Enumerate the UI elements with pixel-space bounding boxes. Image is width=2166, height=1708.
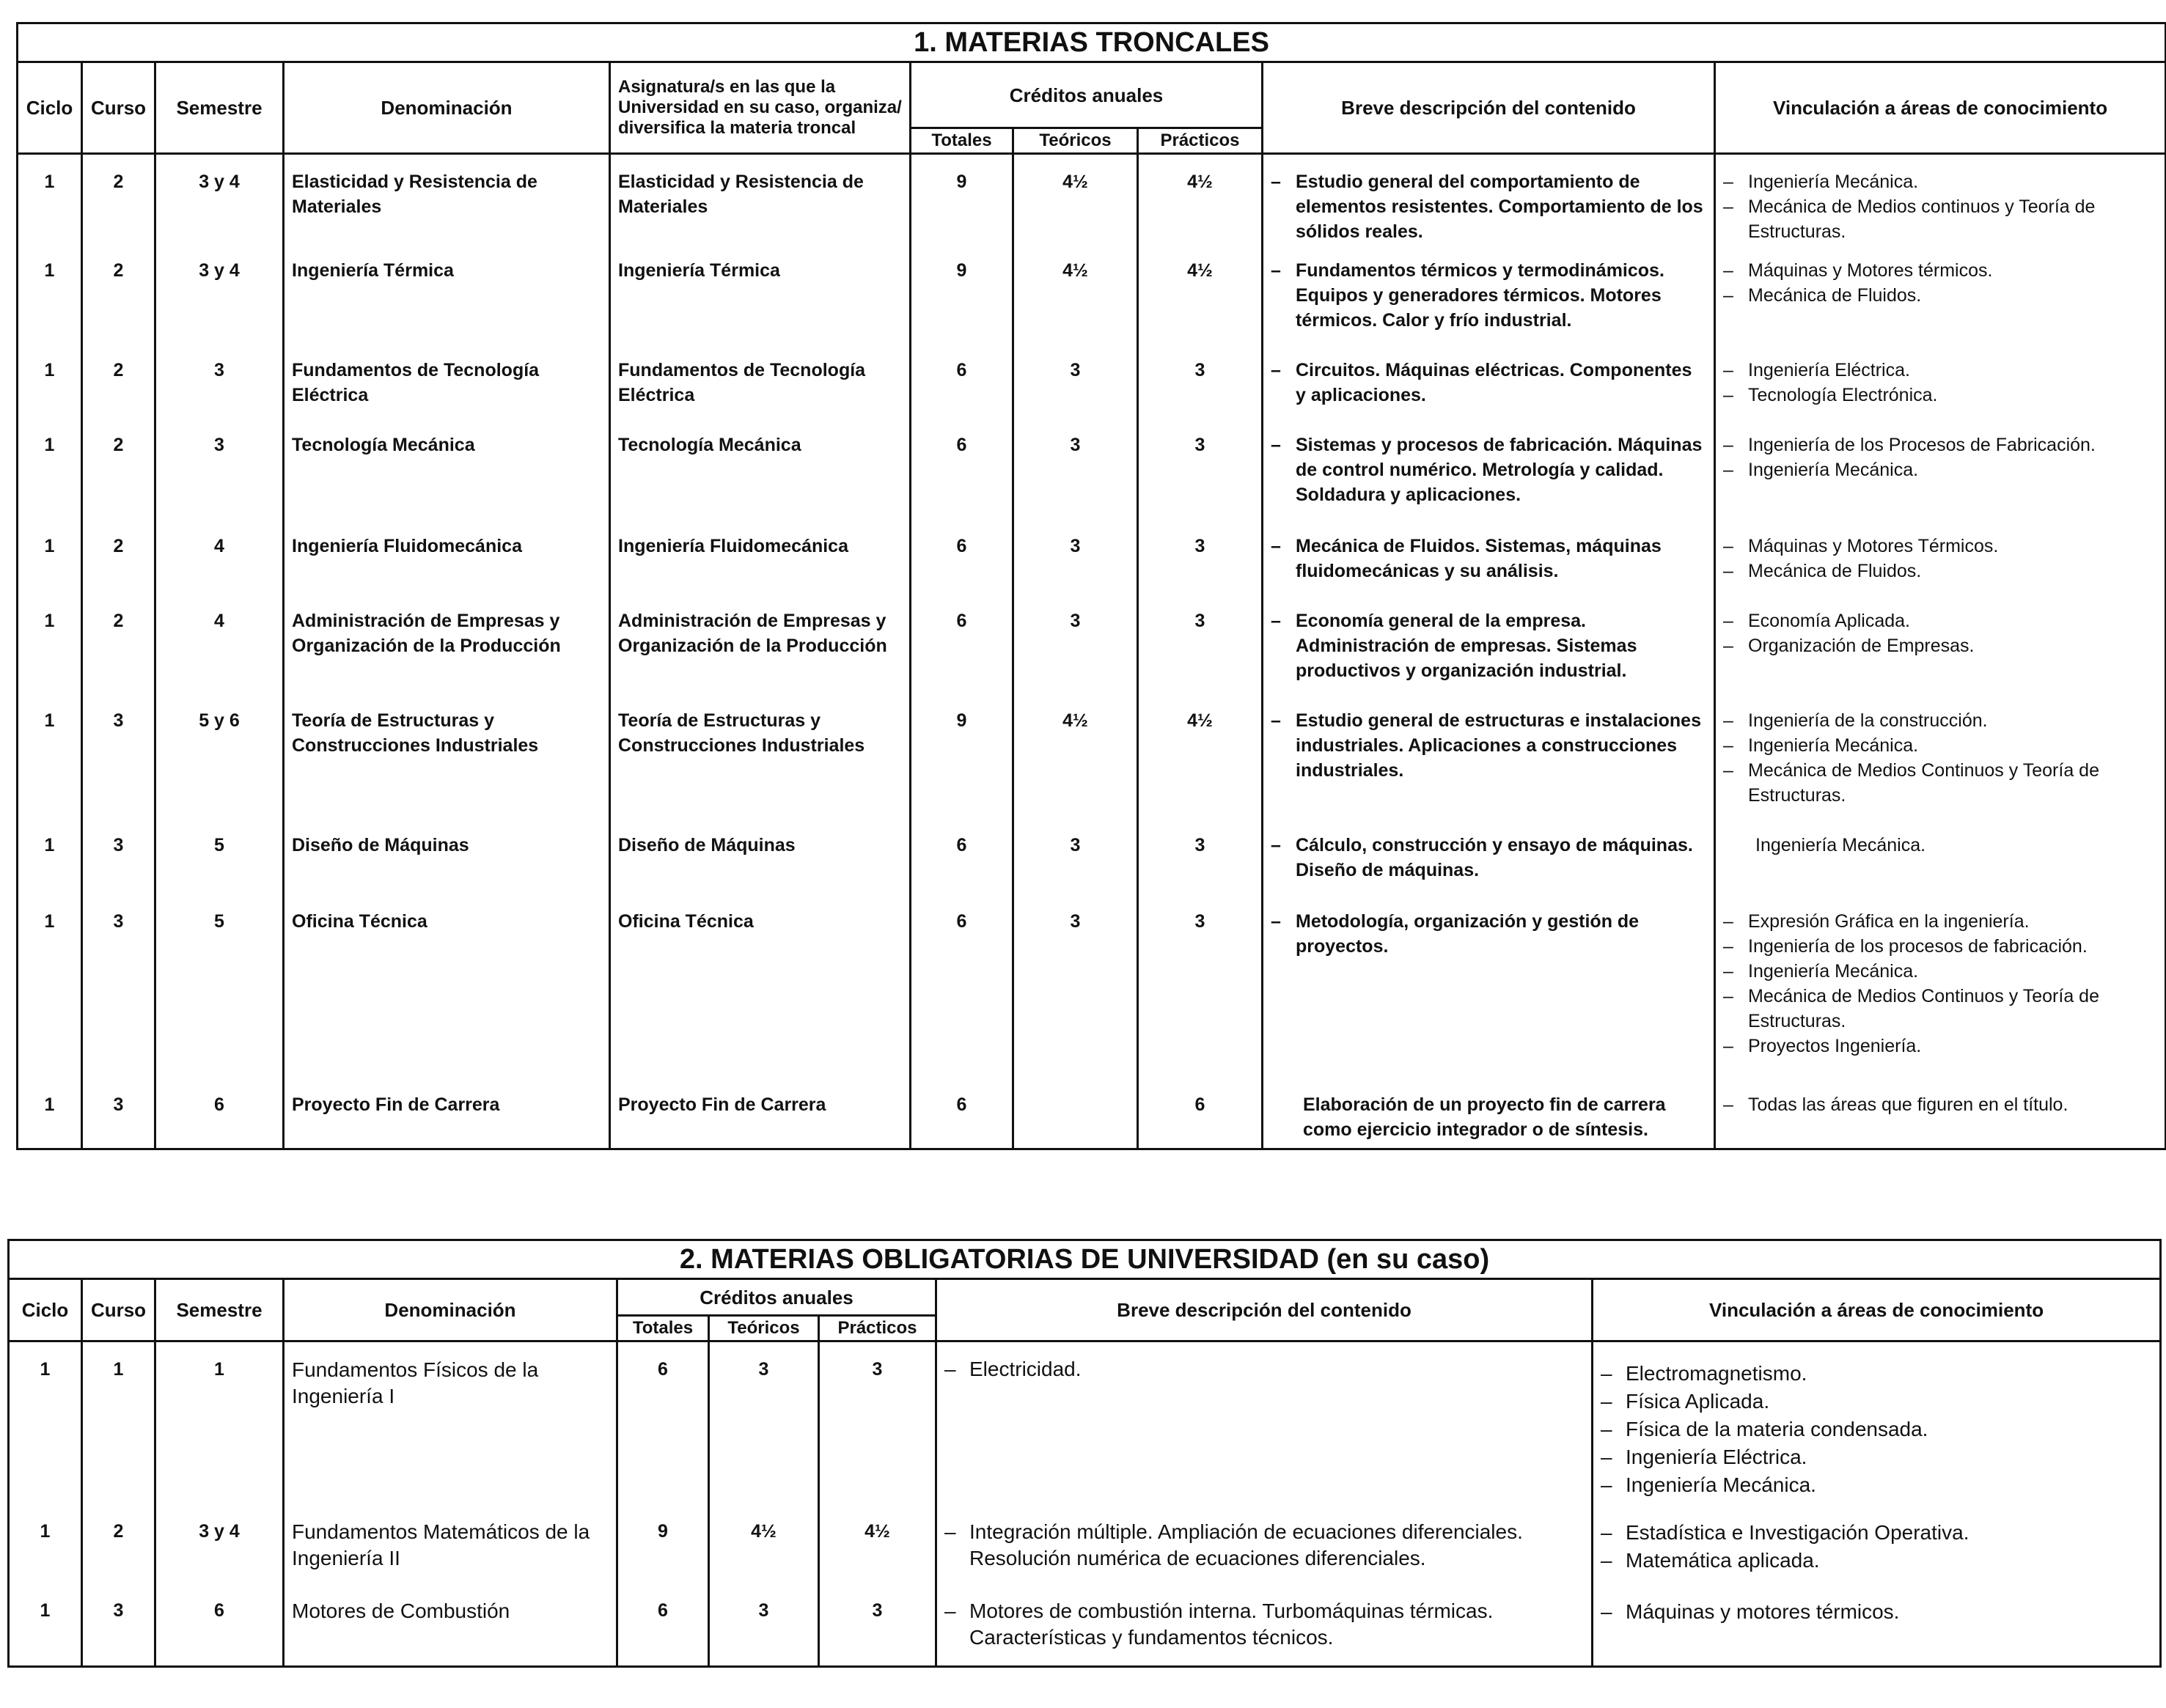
cell-descripcion bbox=[936, 1341, 1593, 1514]
cell-practicos: 6 bbox=[1138, 1088, 1263, 1149]
cell-areas bbox=[1715, 254, 2166, 353]
cell-descripcion bbox=[936, 1594, 1593, 1667]
cell-teoricos: 3 bbox=[1013, 828, 1138, 905]
cell-areas bbox=[1593, 1341, 2161, 1514]
cell-asignatura: Elasticidad y Resistencia de Materiales bbox=[610, 154, 911, 254]
cell-descripcion bbox=[1263, 428, 1715, 529]
list-item: – Mecánica de Medios Continuos y Teoría de Estructuras. bbox=[1723, 984, 2157, 1034]
cell-totales: 6 bbox=[911, 828, 1013, 905]
cell-descripcion bbox=[1263, 254, 1715, 353]
header-semestre: Semestre bbox=[155, 62, 284, 154]
list-item: – Física de la materia condensada. bbox=[1601, 1416, 2152, 1443]
cell-semestre: 3 bbox=[155, 428, 284, 529]
cell-denominacion: Administración de Empresas y Organización de la Producción bbox=[284, 604, 610, 704]
table-row bbox=[18, 529, 2166, 604]
cell-descripcion bbox=[1263, 154, 1715, 254]
list-item: – Ingeniería Eléctrica. bbox=[1601, 1443, 2152, 1471]
cell-curso: 2 bbox=[82, 604, 155, 704]
list-item: – Mecánica de Medios Continuos y Teoría de Estructuras. bbox=[1723, 758, 2157, 808]
cell-semestre: 6 bbox=[155, 1088, 284, 1149]
list-item: – Mecánica de Fluidos. Sistemas, máquinas fluidomecánicas y su análisis. bbox=[1271, 534, 1706, 584]
cell-areas bbox=[1715, 905, 2166, 1088]
list-item: – Electricidad. bbox=[944, 1357, 1584, 1382]
list-item: – Fundamentos térmicos y termodinámicos. Equipos y generadores térmicos. Motores térmicos. Calor y frío industrial. bbox=[1271, 258, 1706, 333]
list-item: – Estadística e Investigación Operativa. bbox=[1601, 1519, 2152, 1547]
cell-areas: Ingeniería Mecánica. bbox=[1715, 828, 2166, 905]
materias-troncales-table bbox=[16, 22, 2166, 1150]
cell-teoricos: 3 bbox=[1013, 428, 1138, 529]
list-item: – Máquinas y motores térmicos. bbox=[1601, 1598, 2152, 1626]
cell-teoricos: 4½ bbox=[1013, 154, 1138, 254]
cell-asignatura: Tecnología Mecánica bbox=[610, 428, 911, 529]
cell-ciclo: 1 bbox=[9, 1514, 82, 1594]
cell-descripcion bbox=[936, 1514, 1593, 1594]
list-item: – Integración múltiple. Ampliación de ecuaciones diferenciales. Resolución numérica de ecuaciones diferenciales. bbox=[944, 1519, 1584, 1572]
header-denominacion: Denominación bbox=[284, 62, 610, 154]
header-practicos: Prácticos bbox=[819, 1316, 936, 1341]
header-denominacion: Denominación bbox=[284, 1279, 617, 1341]
cell-curso: 2 bbox=[82, 154, 155, 254]
header-vinculacion: Vinculación a áreas de conocimiento bbox=[1715, 62, 2166, 154]
cell-areas bbox=[1715, 529, 2166, 604]
cell-practicos: 4½ bbox=[1138, 154, 1263, 254]
list-item: – Electromagnetismo. bbox=[1601, 1360, 2152, 1388]
materias-obligatorias-table bbox=[7, 1239, 2162, 1668]
list-item: – Tecnología Electrónica. bbox=[1723, 383, 2157, 408]
list-item: – Ingeniería Mecánica. bbox=[1723, 457, 2157, 482]
list-item: – Ingeniería Mecánica. bbox=[1723, 169, 2157, 194]
header-teoricos: Teóricos bbox=[709, 1316, 819, 1341]
table-row bbox=[18, 604, 2166, 704]
cell-totales: 6 bbox=[911, 353, 1013, 428]
table-row bbox=[18, 154, 2166, 254]
cell-ciclo: 1 bbox=[18, 428, 82, 529]
cell-areas bbox=[1715, 154, 2166, 254]
header-semestre: Semestre bbox=[155, 1279, 284, 1341]
cell-descripcion bbox=[1263, 353, 1715, 428]
cell-curso: 1 bbox=[82, 1341, 155, 1514]
header-teoricos: Teóricos bbox=[1013, 128, 1138, 154]
cell-denominacion: Oficina Técnica bbox=[284, 905, 610, 1088]
cell-asignatura: Proyecto Fin de Carrera bbox=[610, 1088, 911, 1149]
header-descripcion: Breve descripción del contenido bbox=[1263, 62, 1715, 154]
cell-totales: 6 bbox=[911, 428, 1013, 529]
cell-practicos: 3 bbox=[1138, 905, 1263, 1088]
cell-areas bbox=[1715, 1088, 2166, 1149]
cell-teoricos: 3 bbox=[709, 1594, 819, 1667]
cell-curso: 2 bbox=[82, 428, 155, 529]
cell-semestre: 5 bbox=[155, 905, 284, 1088]
cell-semestre: 5 bbox=[155, 828, 284, 905]
header-vinculacion: Vinculación a áreas de conocimiento bbox=[1593, 1279, 2161, 1341]
cell-areas bbox=[1715, 704, 2166, 828]
list-item: – Máquinas y Motores Térmicos. bbox=[1723, 534, 2157, 559]
cell-practicos: 4½ bbox=[1138, 704, 1263, 828]
cell-areas bbox=[1715, 428, 2166, 529]
header-ciclo: Ciclo bbox=[18, 62, 82, 154]
cell-semestre: 6 bbox=[155, 1594, 284, 1667]
cell-teoricos: 3 bbox=[1013, 353, 1138, 428]
list-item: – Proyectos Ingeniería. bbox=[1723, 1034, 2157, 1059]
list-item: – Mecánica de Fluidos. bbox=[1723, 559, 2157, 584]
list-item: – Circuitos. Máquinas eléctricas. Componentes y aplicaciones. bbox=[1271, 358, 1706, 408]
cell-semestre: 3 y 4 bbox=[155, 1514, 284, 1594]
cell-totales: 9 bbox=[617, 1514, 709, 1594]
cell-denominacion: Motores de Combustión bbox=[284, 1594, 617, 1667]
cell-ciclo: 1 bbox=[18, 529, 82, 604]
cell-ciclo: 1 bbox=[18, 1088, 82, 1149]
list-item: – Física Aplicada. bbox=[1601, 1388, 2152, 1416]
cell-asignatura: Ingeniería Térmica bbox=[610, 254, 911, 353]
list-item: – Motores de combustión interna. Turbomáquinas térmicas. Características y fundamentos técnicos. bbox=[944, 1598, 1584, 1651]
header-curso: Curso bbox=[82, 1279, 155, 1341]
list-item: – Todas las áreas que figuren en el título. bbox=[1723, 1092, 2157, 1117]
cell-curso: 2 bbox=[82, 254, 155, 353]
cell-practicos: 3 bbox=[1138, 604, 1263, 704]
cell-ciclo: 1 bbox=[18, 254, 82, 353]
header-creditos: Créditos anuales bbox=[911, 62, 1263, 128]
cell-ciclo: 1 bbox=[9, 1594, 82, 1667]
cell-descripcion bbox=[1263, 905, 1715, 1088]
cell-totales: 6 bbox=[617, 1594, 709, 1667]
list-item: – Ingeniería de la construcción. bbox=[1723, 708, 2157, 733]
list-item: – Economía Aplicada. bbox=[1723, 608, 2157, 633]
cell-descripcion: Elaboración de un proyecto fin de carrera como ejercicio integrador o de síntesis. bbox=[1263, 1088, 1715, 1149]
cell-curso: 3 bbox=[82, 905, 155, 1088]
list-item: – Matemática aplicada. bbox=[1601, 1547, 2152, 1575]
cell-teoricos: 3 bbox=[1013, 905, 1138, 1088]
cell-ciclo: 1 bbox=[9, 1341, 82, 1514]
cell-ciclo: 1 bbox=[18, 905, 82, 1088]
list-item: – Ingeniería de los procesos de fabricación. bbox=[1723, 934, 2157, 959]
cell-semestre: 3 y 4 bbox=[155, 254, 284, 353]
cell-ciclo: 1 bbox=[18, 604, 82, 704]
cell-teoricos: 4½ bbox=[1013, 704, 1138, 828]
cell-semestre: 4 bbox=[155, 529, 284, 604]
cell-semestre: 4 bbox=[155, 604, 284, 704]
cell-descripcion bbox=[1263, 828, 1715, 905]
cell-semestre: 3 bbox=[155, 353, 284, 428]
cell-teoricos bbox=[1013, 1088, 1138, 1149]
cell-denominacion: Ingeniería Fluidomecánica bbox=[284, 529, 610, 604]
cell-curso: 2 bbox=[82, 353, 155, 428]
cell-curso: 3 bbox=[82, 1594, 155, 1667]
cell-totales: 6 bbox=[617, 1341, 709, 1514]
cell-practicos: 3 bbox=[1138, 428, 1263, 529]
header-curso: Curso bbox=[82, 62, 155, 154]
cell-denominacion: Ingeniería Térmica bbox=[284, 254, 610, 353]
cell-denominacion: Diseño de Máquinas bbox=[284, 828, 610, 905]
cell-denominacion: Elasticidad y Resistencia de Materiales bbox=[284, 154, 610, 254]
cell-asignatura: Administración de Empresas y Organización de la Producción bbox=[610, 604, 911, 704]
cell-asignatura: Teoría de Estructuras y Construcciones Industriales bbox=[610, 704, 911, 828]
cell-curso: 3 bbox=[82, 704, 155, 828]
cell-curso: 2 bbox=[82, 1514, 155, 1594]
list-item: – Economía general de la empresa. Administración de empresas. Sistemas productivos y organización industrial. bbox=[1271, 608, 1706, 683]
cell-totales: 9 bbox=[911, 254, 1013, 353]
header-ciclo: Ciclo bbox=[9, 1279, 82, 1341]
header-totales: Totales bbox=[617, 1316, 709, 1341]
list-item: – Mecánica de Fluidos. bbox=[1723, 283, 2157, 308]
cell-teoricos: 3 bbox=[1013, 529, 1138, 604]
list-item: – Ingeniería Eléctrica. bbox=[1723, 358, 2157, 383]
table-row bbox=[18, 428, 2166, 529]
cell-teoricos: 4½ bbox=[709, 1514, 819, 1594]
cell-semestre: 1 bbox=[155, 1341, 284, 1514]
cell-ciclo: 1 bbox=[18, 353, 82, 428]
cell-descripcion bbox=[1263, 704, 1715, 828]
cell-denominacion: Teoría de Estructuras y Construcciones Industriales bbox=[284, 704, 610, 828]
cell-practicos: 4½ bbox=[819, 1514, 936, 1594]
cell-semestre: 3 y 4 bbox=[155, 154, 284, 254]
list-item: – Expresión Gráfica en la ingeniería. bbox=[1723, 909, 2157, 934]
list-item: – Metodología, organización y gestión de proyectos. bbox=[1271, 909, 1706, 959]
cell-practicos: 4½ bbox=[1138, 254, 1263, 353]
list-item: – Estudio general de estructuras e instalaciones industriales. Aplicaciones a construcciones industriales. bbox=[1271, 708, 1706, 783]
cell-ciclo: 1 bbox=[18, 828, 82, 905]
list-item: – Mecánica de Medios continuos y Teoría de Estructuras. bbox=[1723, 194, 2157, 244]
table-row bbox=[18, 704, 2166, 828]
cell-areas bbox=[1593, 1514, 2161, 1594]
cell-curso: 3 bbox=[82, 1088, 155, 1149]
cell-denominacion: Fundamentos de Tecnología Eléctrica bbox=[284, 353, 610, 428]
cell-curso: 2 bbox=[82, 529, 155, 604]
cell-areas bbox=[1715, 604, 2166, 704]
cell-denominacion: Fundamentos Físicos de la Ingeniería I bbox=[284, 1341, 617, 1514]
cell-curso: 3 bbox=[82, 828, 155, 905]
list-item: – Organización de Empresas. bbox=[1723, 633, 2157, 658]
list-item: – Ingeniería Mecánica. bbox=[1723, 959, 2157, 984]
table2-title: 2. MATERIAS OBLIGATORIAS DE UNIVERSIDAD (en su caso) bbox=[9, 1240, 2161, 1279]
cell-denominacion: Fundamentos Matemáticos de la Ingeniería II bbox=[284, 1514, 617, 1594]
cell-denominacion: Proyecto Fin de Carrera bbox=[284, 1088, 610, 1149]
list-item: – Estudio general del comportamiento de elementos resistentes. Comportamiento de los sólidos reales. bbox=[1271, 169, 1706, 244]
header-descripcion: Breve descripción del contenido bbox=[936, 1279, 1593, 1341]
table-row bbox=[18, 905, 2166, 1088]
cell-areas bbox=[1715, 353, 2166, 428]
cell-practicos: 3 bbox=[819, 1594, 936, 1667]
table-row bbox=[9, 1514, 2161, 1594]
cell-practicos: 3 bbox=[1138, 353, 1263, 428]
cell-teoricos: 3 bbox=[1013, 604, 1138, 704]
list-item: – Máquinas y Motores térmicos. bbox=[1723, 258, 2157, 283]
header-creditos: Créditos anuales bbox=[617, 1279, 936, 1316]
cell-descripcion bbox=[1263, 529, 1715, 604]
cell-ciclo: 1 bbox=[18, 704, 82, 828]
table-row bbox=[9, 1594, 2161, 1667]
cell-totales: 6 bbox=[911, 905, 1013, 1088]
table-row bbox=[18, 1088, 2166, 1149]
table-row bbox=[9, 1341, 2161, 1514]
cell-practicos: 3 bbox=[819, 1341, 936, 1514]
cell-totales: 6 bbox=[911, 604, 1013, 704]
cell-denominacion: Tecnología Mecánica bbox=[284, 428, 610, 529]
table-row bbox=[18, 828, 2166, 905]
header-asignaturas: Asignatura/s en las que la Universidad en su caso, organiza/ diversifica la materia troncal bbox=[610, 62, 911, 154]
cell-asignatura: Oficina Técnica bbox=[610, 905, 911, 1088]
cell-practicos: 3 bbox=[1138, 828, 1263, 905]
list-item: – Ingeniería de los Procesos de Fabricación. bbox=[1723, 432, 2157, 457]
cell-descripcion bbox=[1263, 604, 1715, 704]
table1-title: 1. MATERIAS TRONCALES bbox=[18, 23, 2166, 62]
list-item: – Ingeniería Mecánica. bbox=[1723, 733, 2157, 758]
cell-practicos: 3 bbox=[1138, 529, 1263, 604]
header-totales: Totales bbox=[911, 128, 1013, 154]
cell-asignatura: Diseño de Máquinas bbox=[610, 828, 911, 905]
table-row bbox=[18, 353, 2166, 428]
header-practicos: Prácticos bbox=[1138, 128, 1263, 154]
list-item: – Sistemas y procesos de fabricación. Máquinas de control numérico. Metrología y calidad. Soldadura y aplicaciones. bbox=[1271, 432, 1706, 507]
cell-asignatura: Ingeniería Fluidomecánica bbox=[610, 529, 911, 604]
cell-areas bbox=[1593, 1594, 2161, 1667]
cell-semestre: 5 y 6 bbox=[155, 704, 284, 828]
cell-totales: 9 bbox=[911, 704, 1013, 828]
cell-totales: 6 bbox=[911, 529, 1013, 604]
cell-teoricos: 3 bbox=[709, 1341, 819, 1514]
cell-asignatura: Fundamentos de Tecnología Eléctrica bbox=[610, 353, 911, 428]
cell-totales: 6 bbox=[911, 1088, 1013, 1149]
cell-ciclo: 1 bbox=[18, 154, 82, 254]
list-item: – Cálculo, construcción y ensayo de máquinas. Diseño de máquinas. bbox=[1271, 833, 1706, 883]
table-row bbox=[18, 254, 2166, 353]
list-item: – Ingeniería Mecánica. bbox=[1601, 1471, 2152, 1499]
cell-totales: 9 bbox=[911, 154, 1013, 254]
cell-teoricos: 4½ bbox=[1013, 254, 1138, 353]
